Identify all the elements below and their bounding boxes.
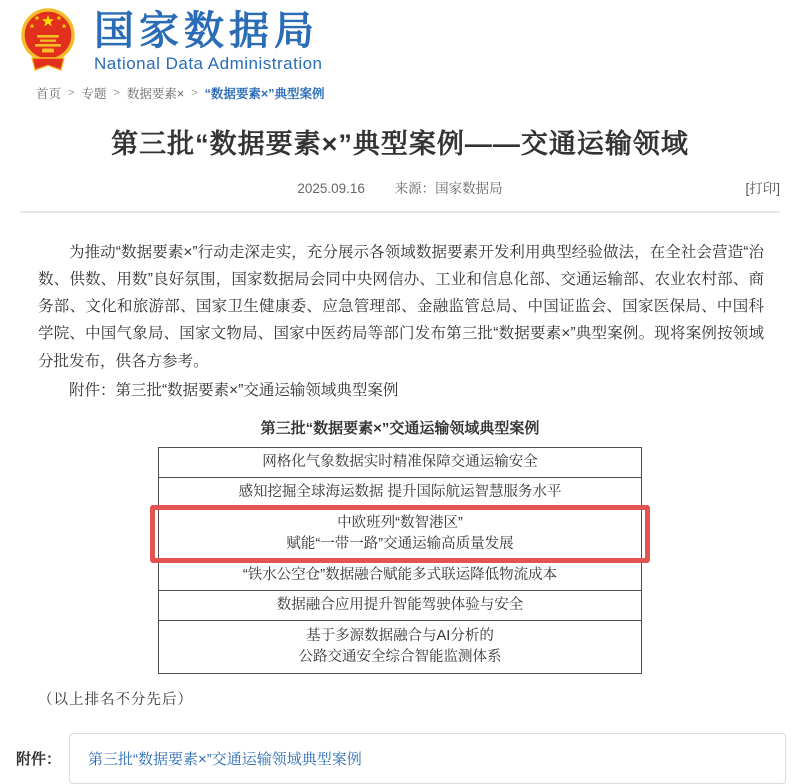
attachment-box (69, 733, 786, 784)
print-button[interactable]: [打印] (745, 181, 780, 196)
case-title-line-1: 基于多源数据融合与AI分析的 (306, 627, 494, 644)
page-title: 第三批“数据要素×”典型案例——交通运输领域 (111, 129, 689, 159)
case-title: 数据融合应用提升智能驾驶体验与安全 (276, 596, 524, 613)
site-header-brand[interactable] (0, 0, 800, 74)
table-row-highlighted (159, 507, 641, 560)
ranking-note: （以上排名不分先后） (38, 691, 193, 708)
case-table-wrapper (158, 447, 642, 674)
breadcrumb-topics[interactable]: 专题 (81, 87, 107, 101)
breadcrumb-separator: > (68, 87, 75, 99)
case-title: 网格化气象数据实时精准保障交通运输安全 (262, 453, 538, 470)
source-label: 来源：国家数据局 (394, 181, 503, 196)
attachment-label: 附件： (16, 750, 62, 768)
body-paragraph-attachment-line: 附件：第三批“数据要素×”交通运输领域典型案例 (69, 381, 399, 399)
table-row (159, 560, 641, 590)
site-subtitle: National Data Administration (94, 54, 323, 73)
breadcrumb-separator: > (113, 87, 120, 99)
case-title: 感知挖掘全球海运数据 提升国际航运智慧服务水平 (238, 483, 562, 500)
case-title: “铁水公空仓”数据融合赋能多式联运降低物流成本 (242, 566, 558, 583)
body-paragraph-1: 为推动“数据要素×”行动走深走实，充分展示各领域数据要素开发利用典型经验做法，在全社会营造“治数、供数、用数”良好氛围，国家数据局会同中央网信办、工业和信息化部、交通运输部、农业农村部、商务部、文化和旅游部、国家卫生健康委、应急管理部、金融监管总局、中国证监会、国家医保局、中国科学院、中国气象局、国家文物局、国家中医药局等部门发布第三批“数据要素×”典型案例。现将案例按领域分批发布，供各方参考。 (38, 244, 764, 370)
case-title-line-1: 中欧班列“数智港区” (337, 514, 463, 531)
site-title: 国家数据局 (94, 9, 319, 53)
case-table-caption: 第三批“数据要素×”交通运输领域典型案例 (260, 419, 540, 437)
table-row (159, 477, 641, 507)
table-row (159, 448, 641, 477)
attachment-download-link[interactable]: 第三批“数据要素×”交通运输领域典型案例 (88, 750, 362, 768)
table-row (159, 590, 641, 620)
brand-text (94, 8, 323, 74)
attachment-section (16, 733, 786, 784)
china-national-emblem-icon (20, 8, 76, 72)
case-table (158, 447, 642, 674)
publish-date: 2025.09.16 (297, 181, 365, 196)
breadcrumb-current-typical-cases[interactable]: “数据要素×”典型案例 (204, 87, 325, 101)
case-title-line-2: 公路交通安全综合智能监测体系 (298, 648, 502, 665)
breadcrumb-data-element[interactable]: 数据要素× (126, 87, 185, 101)
table-row (159, 620, 641, 673)
breadcrumb-separator: > (191, 87, 198, 99)
breadcrumb (36, 84, 800, 102)
article-body (0, 213, 800, 404)
case-title-line-2: 赋能“一带一路”交通运输高质量发展 (286, 535, 514, 552)
article-meta (0, 177, 800, 195)
breadcrumb-home[interactable]: 首页 (36, 87, 62, 101)
